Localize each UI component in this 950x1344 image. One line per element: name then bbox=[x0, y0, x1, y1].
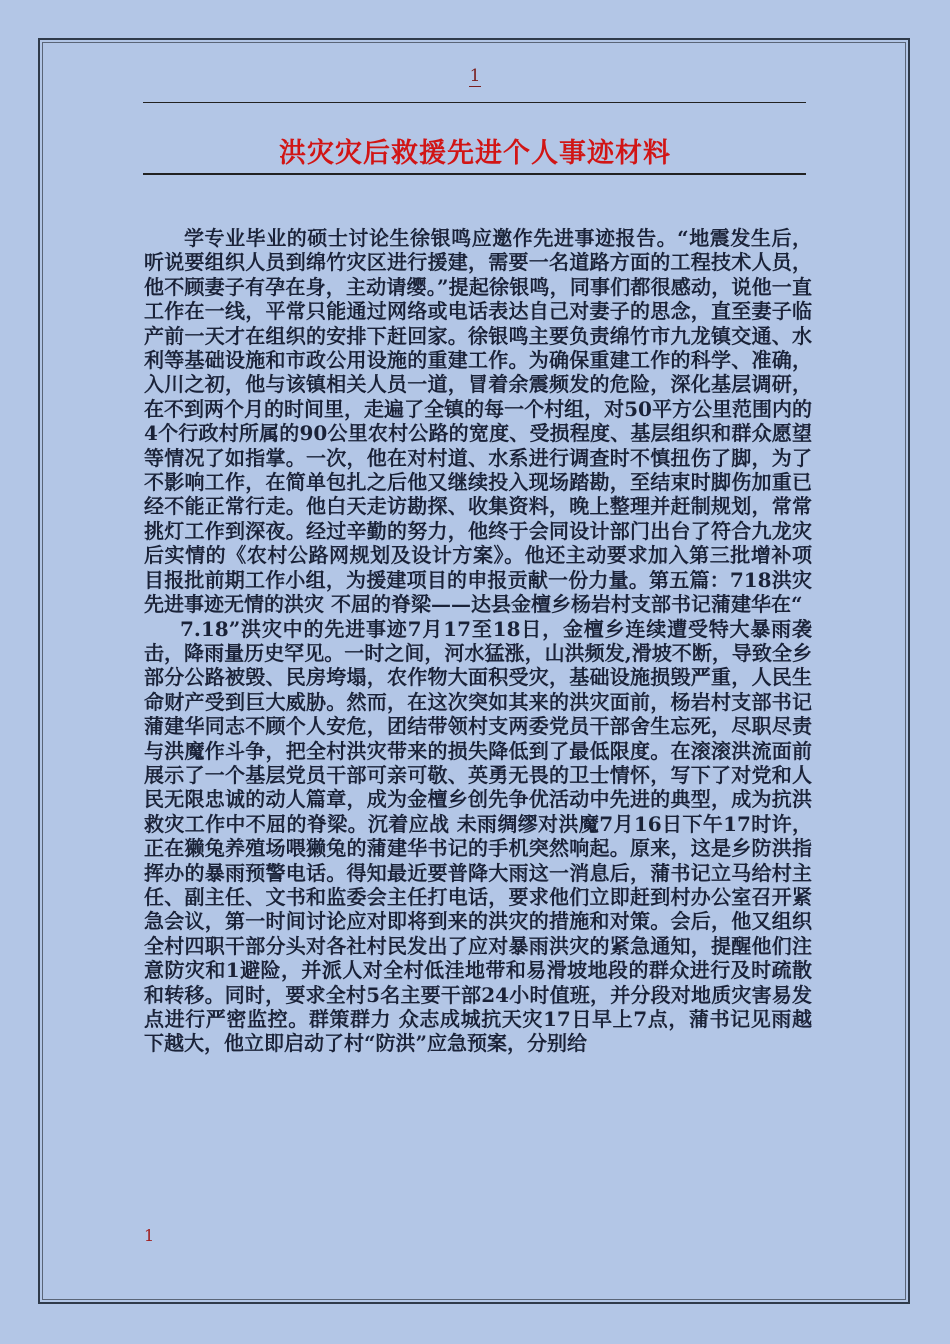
footer-page-number: 1 bbox=[144, 1226, 155, 1245]
header-rule bbox=[143, 102, 806, 103]
document-title: 洪灾灾后救援先进个人事迹材料 bbox=[279, 138, 671, 169]
paragraph-1: 学专业毕业的硕士讨论生徐银鸣应邀作先进事迹报告。“地震发生后，听说要组织人员到绵竹灾区进行援建，需要一名道路方面的工程技术人员，他不顾妻子有孕在身，主动请缨。”提起徐银鸣，同事们都很感动，说他一直工作在一线，平常只能通过网络或电话表达自己对妻子的思念，直至妻子临产前一天才在组织的安排下赶回家。徐银鸣主要负责绵竹市九龙镇交通、水利等基础设施和市政公用设施的重建工作。为确保重建工作的科学、准确，入川之初，他与该镇相关人员一道，冒着余震频发的危险，深化基层调研，在不到两个月的时间里，走遍了全镇的每一个村组，对50平方公里范围内的4个行政村所属的90公里农村公路的宽度、受损程度、基层组织和群众愿望等情况了如指掌。一次，他在对村道、水系进行调查时不慎扭伤了脚，为了不影响工作，在简单包扎之后他又继续投入现场踏勘，至结束时脚伤加重已经不能正常行走。他白天走访勘探、收集资料，晚上整理并赶制规划，常常挑灯工作到深夜。经过辛勤的努力，他终于会同设计部门出台了符合九龙灾后实情的《农村公路网规划及设计方案》。他还主动要求加入第三批增补项目报批前期工作小组，为援建项目的申报贡献一份力量。第五篇：718洪灾先进事迹无情的洪灾 不屈的脊梁——达县金檀乡杨岩村支部书记蒲建华在“ bbox=[144, 226, 812, 617]
paragraph-2: 7.18”洪灾中的先进事迹7月17至18日，金檀乡连续遭受特大暴雨袭击，降雨量历史罕见。一时之间，河水猛涨，山洪频发,滑坡不断，导致全乡部分公路被毁、民房垮塌，农作物大面积受灾，基础设施损毁严重，人民生命财产受到巨大威胁。然而，在这次突如其来的洪灾面前，杨岩村支部书记蒲建华同志不顾个人安危，团结带领村支两委党员干部舍生忘死，尽职尽责与洪魔作斗争，把全村洪灾带来的损失降低到了最低限度。在滚滚洪流面前展示了一个基层党员干部可亲可敬、英勇无畏的卫士情怀，写下了对党和人民无限忠诚的动人篇章，成为金檀乡创先争优活动中先进的典型，成为抗洪救灾工作中不屈的脊梁。沉着应战 未雨绸缪对洪魔7月16日下午17时许，正在獭兔养殖场喂獭兔的蒲建华书记的手机突然响起。原来，这是乡防洪指挥办的暴雨预警电话。得知最近要普降大雨这一消息后，蒲书记立马给村主任、副主任、文书和监委会主任打电话，要求他们立即赶到村办公室召开紧急会议，第一时间讨论应对即将到来的洪灾的措施和对策。会后，他又组织全村四职干部分头对各社村民发出了应对暴雨洪灾的紧急通知，提醒他们注意防灾和1避险，并派人对全村低洼地带和易滑坡地段的群众进行及时疏散和转移。同时，要求全村5名主要干部24小时值班，并分段对地质灾害易发点进行严密监控。群策群力 众志成城抗天灾17日早上7点，蒲书记见雨越下越大，他立即启动了村“防洪”应急预案，分别给 bbox=[144, 616, 812, 1056]
header-page-number-text: 1 bbox=[469, 66, 481, 86]
header-page-number bbox=[0, 66, 950, 86]
document-body bbox=[144, 226, 812, 1056]
title-rule bbox=[143, 173, 806, 175]
